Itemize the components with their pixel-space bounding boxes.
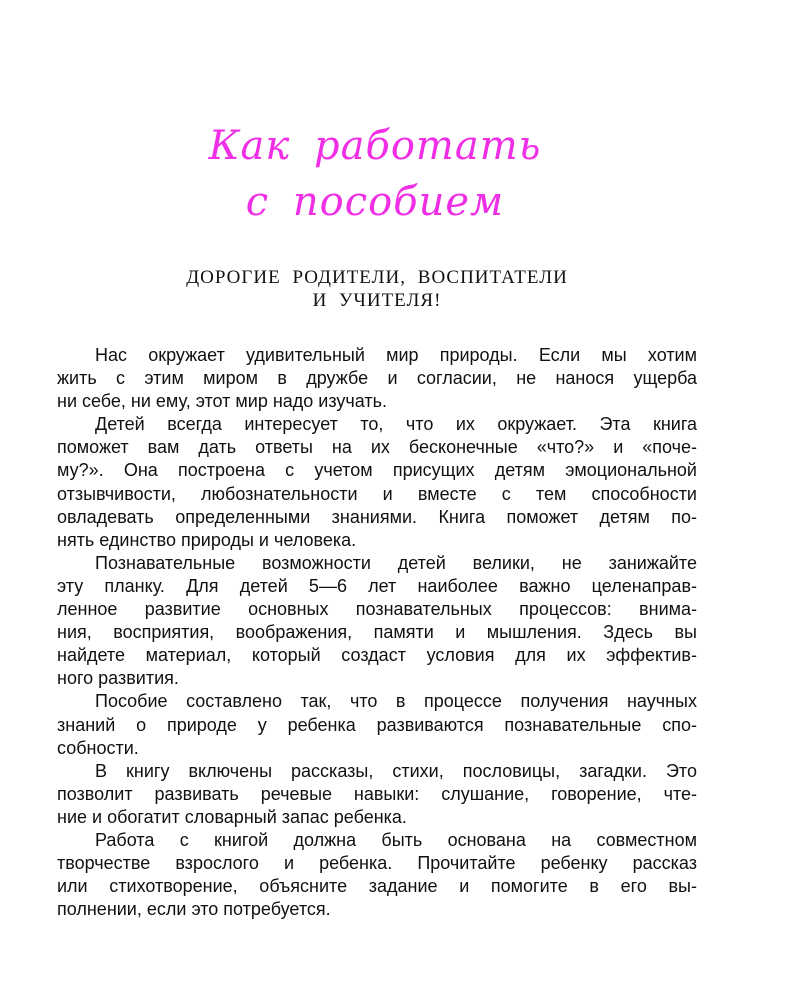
heading-line-1: ДОРОГИЕ РОДИТЕЛИ, ВОСПИТАТЕЛИ — [186, 267, 568, 288]
text-line: овладевать определенными знаниями. Книга поможет детям по- — [57, 506, 697, 527]
text-line: найдете материал, который создаст условия для их эффектив- — [57, 645, 697, 666]
text-line: знаний о природе у ребенка развиваются познавательные спо- — [57, 714, 697, 735]
text-line: отзывчивости, любознательности и вместе с тем способности — [57, 483, 697, 504]
text-line: жить с этим миром в дружбе и согласии, не нанося ущерба — [57, 368, 697, 389]
page-title — [0, 118, 750, 230]
text-line: ни себе, ни ему, этот мир надо изучать. — [57, 391, 388, 412]
text-line: нять единство природы и человека. — [57, 529, 357, 550]
text-line: Работа с книгой должна быть основана на совместном — [95, 829, 697, 850]
text-line: или стихотворение, объясните задание и помогите в его вы- — [57, 876, 697, 897]
text-line: собности. — [57, 737, 139, 758]
heading-line-2: И УЧИТЕЛЯ! — [312, 290, 442, 311]
text-line: ленное развитие основных познавательных процессов: внима- — [57, 599, 697, 620]
text-line: Пособие составлено так, что в процессе получения научных — [95, 691, 697, 712]
text-line: В книгу включены рассказы, стихи, пословицы, загадки. Это — [95, 760, 697, 781]
title-line-2: с пособием — [245, 179, 505, 225]
text-line: ного развития. — [57, 668, 179, 689]
title-line-1: Как работать — [208, 123, 542, 169]
body-text — [57, 344, 697, 921]
text-line: Детей всегда интересует то, что их окружает. Эта книга — [95, 414, 697, 435]
text-line: полнении, если это потребуется. — [57, 899, 331, 920]
text-line: му?». Она построена с учетом присущих детям эмоциональной — [57, 460, 697, 481]
section-heading — [0, 266, 754, 312]
text-line: эту планку. Для детей 5—6 лет наиболее важно целенаправ- — [57, 575, 697, 596]
text-line: позволит развивать речевые навыки: слушание, говорение, чте- — [57, 783, 697, 804]
text-line: поможет вам дать ответы на их бесконечные «что?» и «поче- — [57, 437, 697, 458]
text-line: Познавательные возможности детей велики, не занижайте — [95, 552, 697, 573]
text-line: ние и обогатит словарный запас ребенка. — [57, 806, 407, 827]
text-line: Нас окружает удивительный мир природы. Если мы хотим — [95, 345, 697, 365]
text-line: ния, восприятия, воображения, памяти и мышления. Здесь вы — [57, 622, 697, 643]
text-line: творчестве взрослого и ребенка. Прочитайте ребенку рассказ — [57, 853, 697, 874]
